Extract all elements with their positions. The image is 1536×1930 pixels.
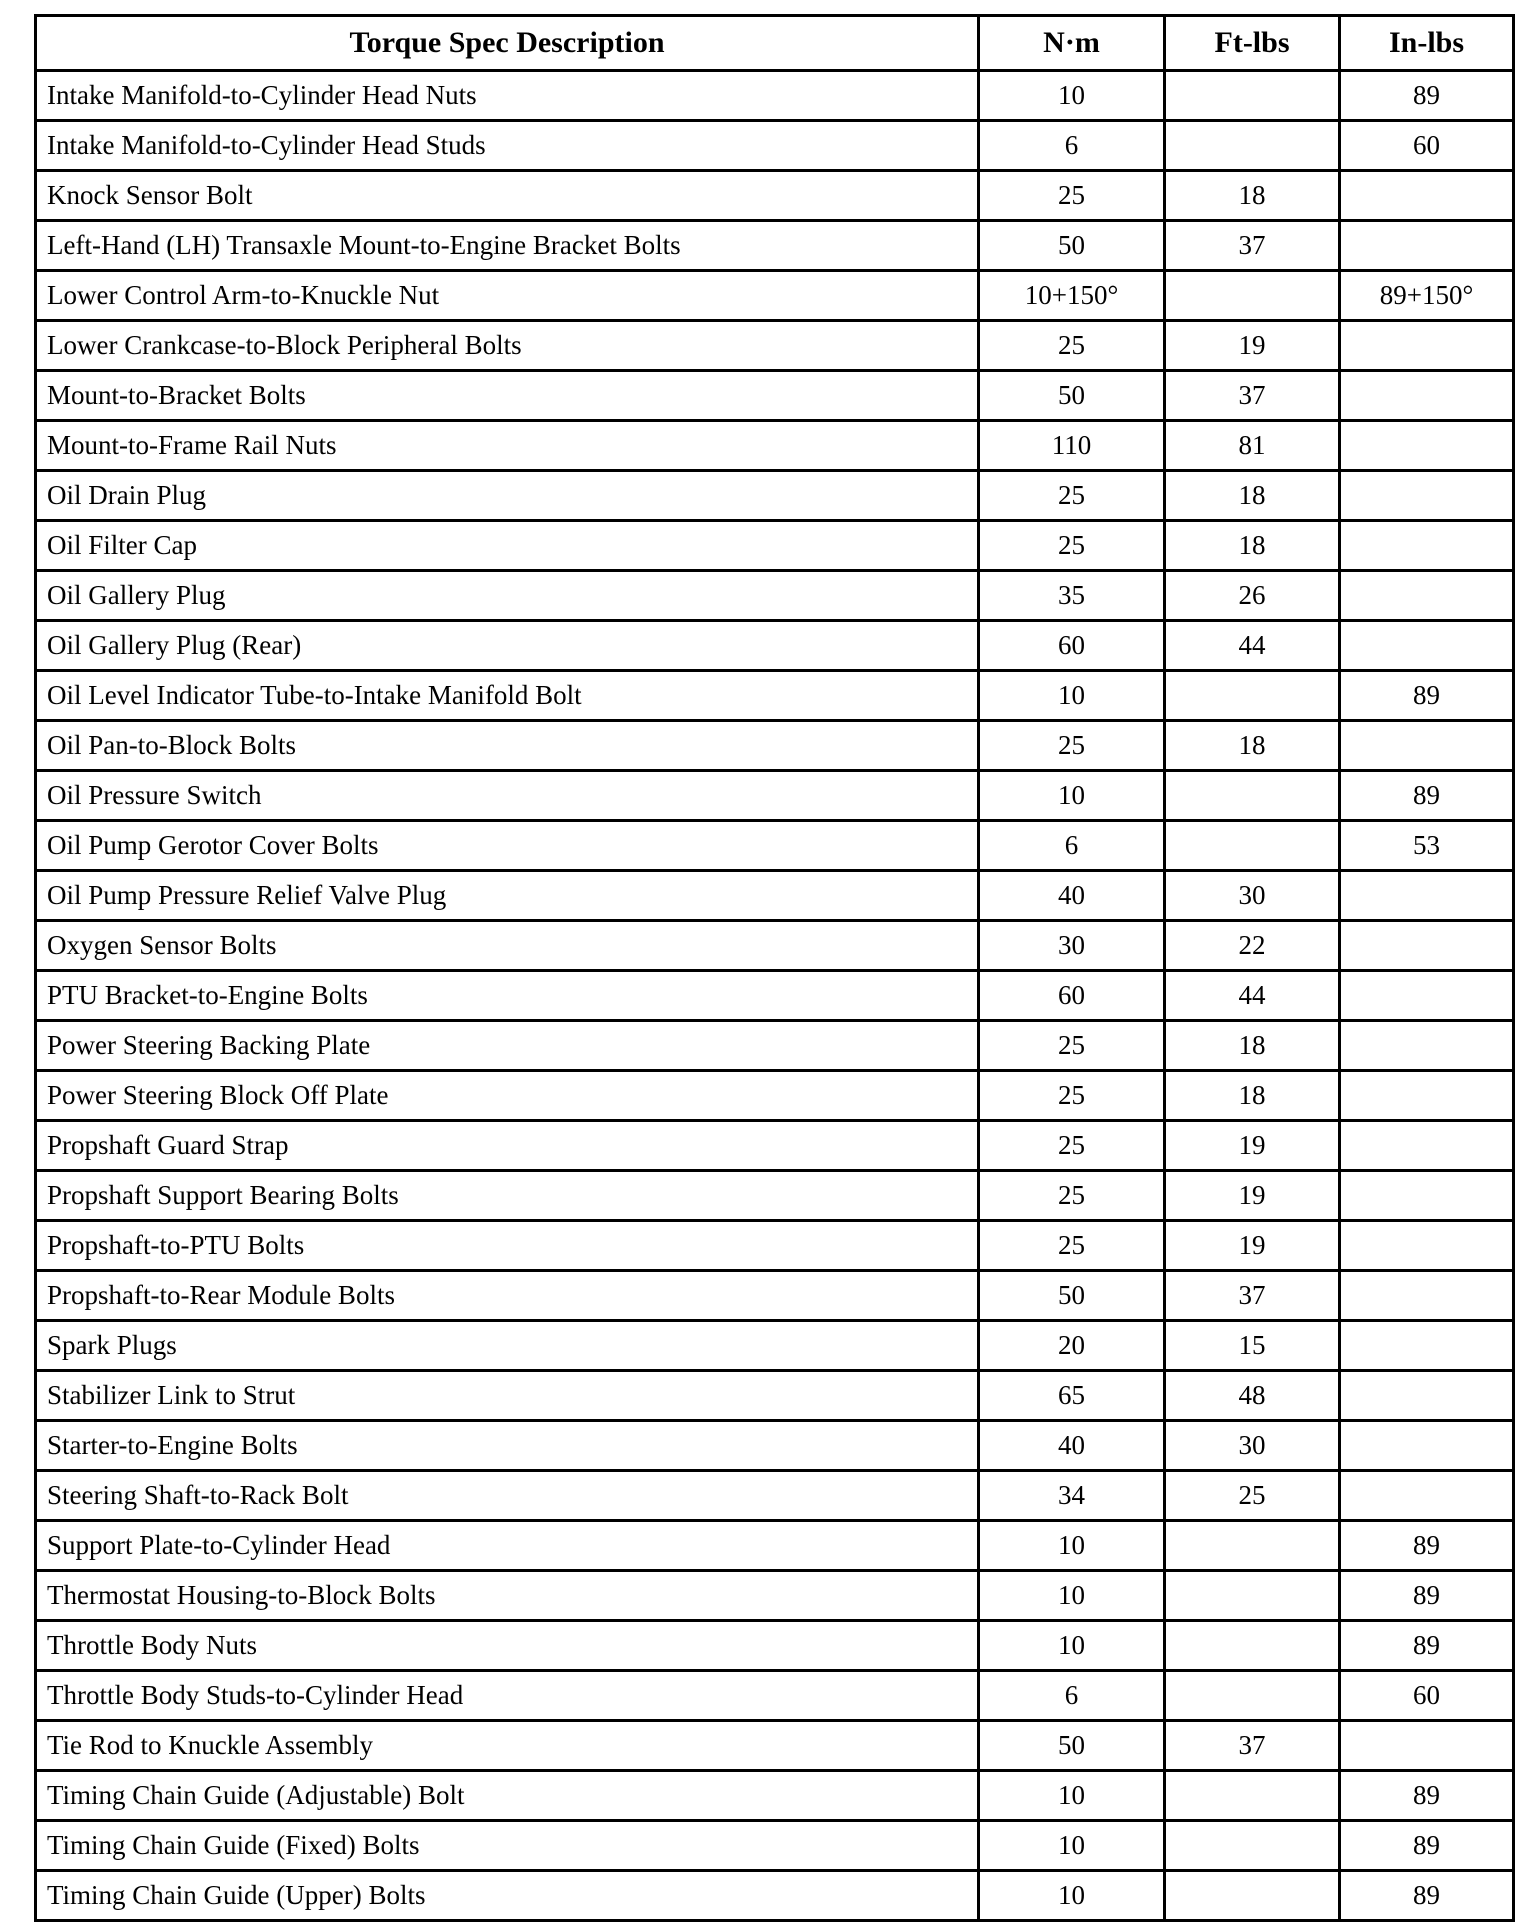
- description-cell: Starter-to-Engine Bolts: [36, 1421, 979, 1471]
- table-row: [36, 521, 1514, 571]
- ft-lbs-cell: 18: [1165, 1021, 1340, 1071]
- description-cell: Propshaft Guard Strap: [36, 1121, 979, 1171]
- description-cell: Oil Level Indicator Tube-to-Intake Manifold Bolt: [36, 671, 979, 721]
- in-lbs-cell: [1340, 571, 1514, 621]
- in-lbs-cell: [1340, 721, 1514, 771]
- nm-cell: 60: [979, 621, 1165, 671]
- in-lbs-cell: 89: [1340, 771, 1514, 821]
- table-row: [36, 671, 1514, 721]
- nm-cell: 6: [979, 821, 1165, 871]
- ft-lbs-cell: 37: [1165, 371, 1340, 421]
- description-cell: Throttle Body Nuts: [36, 1621, 979, 1671]
- in-lbs-cell: [1340, 1171, 1514, 1221]
- ft-lbs-cell: 19: [1165, 1121, 1340, 1171]
- nm-cell: 10+150°: [979, 271, 1165, 321]
- description-cell: Propshaft Support Bearing Bolts: [36, 1171, 979, 1221]
- description-cell: Left-Hand (LH) Transaxle Mount-to-Engine Bracket Bolts: [36, 221, 979, 271]
- table-row: [36, 1621, 1514, 1671]
- nm-cell: 6: [979, 1671, 1165, 1721]
- ft-lbs-cell: 15: [1165, 1321, 1340, 1371]
- description-cell: Spark Plugs: [36, 1321, 979, 1371]
- table-row: [36, 1321, 1514, 1371]
- ft-lbs-cell: 18: [1165, 171, 1340, 221]
- ft-lbs-cell: 22: [1165, 921, 1340, 971]
- in-lbs-cell: [1340, 421, 1514, 471]
- table-row: [36, 1671, 1514, 1721]
- table-row: [36, 1871, 1514, 1921]
- table-row: [36, 821, 1514, 871]
- in-lbs-cell: [1340, 1721, 1514, 1771]
- description-cell: Oil Pan-to-Block Bolts: [36, 721, 979, 771]
- in-lbs-cell: 89: [1340, 1771, 1514, 1821]
- nm-cell: 25: [979, 321, 1165, 371]
- description-cell: Oil Filter Cap: [36, 521, 979, 571]
- ft-lbs-cell: 81: [1165, 421, 1340, 471]
- table-row: [36, 1771, 1514, 1821]
- in-lbs-cell: [1340, 1371, 1514, 1421]
- in-lbs-cell: 60: [1340, 121, 1514, 171]
- nm-cell: 25: [979, 1021, 1165, 1071]
- in-lbs-cell: [1340, 1071, 1514, 1121]
- ft-lbs-cell: 19: [1165, 321, 1340, 371]
- ft-lbs-cell: [1165, 121, 1340, 171]
- in-lbs-cell: [1340, 1221, 1514, 1271]
- in-lbs-cell: 53: [1340, 821, 1514, 871]
- table-row: [36, 1071, 1514, 1121]
- ft-lbs-cell: 48: [1165, 1371, 1340, 1421]
- table-row: [36, 271, 1514, 321]
- in-lbs-cell: [1340, 171, 1514, 221]
- nm-cell: 65: [979, 1371, 1165, 1421]
- description-cell: Steering Shaft-to-Rack Bolt: [36, 1471, 979, 1521]
- table-row: [36, 871, 1514, 921]
- description-cell: Oil Gallery Plug: [36, 571, 979, 621]
- table-row: [36, 1521, 1514, 1571]
- table-row: [36, 1171, 1514, 1221]
- ft-lbs-cell: 37: [1165, 1271, 1340, 1321]
- in-lbs-cell: 89: [1340, 1621, 1514, 1671]
- ft-lbs-cell: [1165, 1771, 1340, 1821]
- nm-cell: 25: [979, 471, 1165, 521]
- in-lbs-cell: [1340, 1021, 1514, 1071]
- ft-lbs-cell: [1165, 821, 1340, 871]
- description-cell: Tie Rod to Knuckle Assembly: [36, 1721, 979, 1771]
- nm-cell: 6: [979, 121, 1165, 171]
- ft-lbs-cell: 37: [1165, 221, 1340, 271]
- nm-cell: 50: [979, 221, 1165, 271]
- header-ft-lbs: Ft-lbs: [1165, 16, 1340, 71]
- in-lbs-cell: 89: [1340, 71, 1514, 121]
- table-row: [36, 1471, 1514, 1521]
- in-lbs-cell: 89: [1340, 1821, 1514, 1871]
- in-lbs-cell: [1340, 1271, 1514, 1321]
- description-cell: Intake Manifold-to-Cylinder Head Studs: [36, 121, 979, 171]
- ft-lbs-cell: [1165, 771, 1340, 821]
- nm-cell: 10: [979, 671, 1165, 721]
- in-lbs-cell: [1340, 971, 1514, 1021]
- table-row: [36, 771, 1514, 821]
- nm-cell: 34: [979, 1471, 1165, 1521]
- nm-cell: 25: [979, 521, 1165, 571]
- in-lbs-cell: [1340, 221, 1514, 271]
- in-lbs-cell: [1340, 921, 1514, 971]
- ft-lbs-cell: [1165, 1821, 1340, 1871]
- description-cell: Power Steering Block Off Plate: [36, 1071, 979, 1121]
- nm-cell: 10: [979, 71, 1165, 121]
- description-cell: Mount-to-Bracket Bolts: [36, 371, 979, 421]
- in-lbs-cell: [1340, 471, 1514, 521]
- in-lbs-cell: 89+150°: [1340, 271, 1514, 321]
- description-cell: Stabilizer Link to Strut: [36, 1371, 979, 1421]
- in-lbs-cell: 89: [1340, 1521, 1514, 1571]
- header-nm: N·m: [979, 16, 1165, 71]
- ft-lbs-cell: [1165, 1521, 1340, 1571]
- table-header-row: [36, 16, 1514, 71]
- nm-cell: 40: [979, 871, 1165, 921]
- in-lbs-cell: [1340, 1121, 1514, 1171]
- description-cell: Oil Pump Gerotor Cover Bolts: [36, 821, 979, 871]
- description-cell: Mount-to-Frame Rail Nuts: [36, 421, 979, 471]
- nm-cell: 60: [979, 971, 1165, 1021]
- description-cell: Throttle Body Studs-to-Cylinder Head: [36, 1671, 979, 1721]
- table-row: [36, 1021, 1514, 1071]
- nm-cell: 10: [979, 1621, 1165, 1671]
- in-lbs-cell: [1340, 371, 1514, 421]
- table-body: [36, 71, 1514, 1921]
- description-cell: Propshaft-to-Rear Module Bolts: [36, 1271, 979, 1321]
- description-cell: Lower Control Arm-to-Knuckle Nut: [36, 271, 979, 321]
- ft-lbs-cell: [1165, 71, 1340, 121]
- description-cell: Support Plate-to-Cylinder Head: [36, 1521, 979, 1571]
- ft-lbs-cell: 44: [1165, 971, 1340, 1021]
- ft-lbs-cell: 25: [1165, 1471, 1340, 1521]
- ft-lbs-cell: [1165, 271, 1340, 321]
- ft-lbs-cell: [1165, 1671, 1340, 1721]
- torque-spec-table: [34, 14, 1515, 1922]
- nm-cell: 20: [979, 1321, 1165, 1371]
- nm-cell: 25: [979, 171, 1165, 221]
- description-cell: Oil Pump Pressure Relief Valve Plug: [36, 871, 979, 921]
- description-cell: Power Steering Backing Plate: [36, 1021, 979, 1071]
- nm-cell: 25: [979, 721, 1165, 771]
- table-row: [36, 571, 1514, 621]
- description-cell: Propshaft-to-PTU Bolts: [36, 1221, 979, 1271]
- table-row: [36, 1571, 1514, 1621]
- nm-cell: 50: [979, 1271, 1165, 1321]
- table-row: [36, 921, 1514, 971]
- nm-cell: 40: [979, 1421, 1165, 1471]
- description-cell: Oxygen Sensor Bolts: [36, 921, 979, 971]
- ft-lbs-cell: 18: [1165, 721, 1340, 771]
- nm-cell: 35: [979, 571, 1165, 621]
- nm-cell: 25: [979, 1071, 1165, 1121]
- table-row: [36, 421, 1514, 471]
- nm-cell: 10: [979, 1571, 1165, 1621]
- table-row: [36, 1721, 1514, 1771]
- in-lbs-cell: [1340, 621, 1514, 671]
- nm-cell: 110: [979, 421, 1165, 471]
- description-cell: Timing Chain Guide (Adjustable) Bolt: [36, 1771, 979, 1821]
- description-cell: Thermostat Housing-to-Block Bolts: [36, 1571, 979, 1621]
- table-row: [36, 1821, 1514, 1871]
- table-row: [36, 371, 1514, 421]
- table-row: [36, 1121, 1514, 1171]
- description-cell: Oil Gallery Plug (Rear): [36, 621, 979, 671]
- ft-lbs-cell: 19: [1165, 1221, 1340, 1271]
- in-lbs-cell: [1340, 321, 1514, 371]
- table-row: [36, 471, 1514, 521]
- table-row: [36, 171, 1514, 221]
- table-row: [36, 1421, 1514, 1471]
- ft-lbs-cell: 37: [1165, 1721, 1340, 1771]
- ft-lbs-cell: 18: [1165, 521, 1340, 571]
- header-description: Torque Spec Description: [36, 16, 979, 71]
- ft-lbs-cell: 19: [1165, 1171, 1340, 1221]
- in-lbs-cell: [1340, 1421, 1514, 1471]
- nm-cell: 10: [979, 1821, 1165, 1871]
- description-cell: Timing Chain Guide (Fixed) Bolts: [36, 1821, 979, 1871]
- ft-lbs-cell: 18: [1165, 1071, 1340, 1121]
- nm-cell: 25: [979, 1171, 1165, 1221]
- table-row: [36, 721, 1514, 771]
- ft-lbs-cell: [1165, 1571, 1340, 1621]
- nm-cell: 10: [979, 771, 1165, 821]
- in-lbs-cell: 89: [1340, 1871, 1514, 1921]
- table-row: [36, 121, 1514, 171]
- table-row: [36, 1371, 1514, 1421]
- nm-cell: 50: [979, 1721, 1165, 1771]
- ft-lbs-cell: [1165, 671, 1340, 721]
- ft-lbs-cell: [1165, 1871, 1340, 1921]
- ft-lbs-cell: 26: [1165, 571, 1340, 621]
- in-lbs-cell: 89: [1340, 1571, 1514, 1621]
- header-in-lbs: In-lbs: [1340, 16, 1514, 71]
- ft-lbs-cell: 30: [1165, 1421, 1340, 1471]
- description-cell: Intake Manifold-to-Cylinder Head Nuts: [36, 71, 979, 121]
- in-lbs-cell: [1340, 871, 1514, 921]
- description-cell: Oil Pressure Switch: [36, 771, 979, 821]
- in-lbs-cell: [1340, 1471, 1514, 1521]
- ft-lbs-cell: 30: [1165, 871, 1340, 921]
- nm-cell: 30: [979, 921, 1165, 971]
- table-row: [36, 1221, 1514, 1271]
- description-cell: Timing Chain Guide (Upper) Bolts: [36, 1871, 979, 1921]
- description-cell: Knock Sensor Bolt: [36, 171, 979, 221]
- table-row: [36, 221, 1514, 271]
- nm-cell: 10: [979, 1771, 1165, 1821]
- description-cell: Oil Drain Plug: [36, 471, 979, 521]
- nm-cell: 10: [979, 1871, 1165, 1921]
- nm-cell: 10: [979, 1521, 1165, 1571]
- ft-lbs-cell: 44: [1165, 621, 1340, 671]
- ft-lbs-cell: [1165, 1621, 1340, 1671]
- table-row: [36, 621, 1514, 671]
- in-lbs-cell: 89: [1340, 671, 1514, 721]
- table-row: [36, 321, 1514, 371]
- description-cell: Lower Crankcase-to-Block Peripheral Bolts: [36, 321, 979, 371]
- nm-cell: 50: [979, 371, 1165, 421]
- nm-cell: 25: [979, 1121, 1165, 1171]
- ft-lbs-cell: 18: [1165, 471, 1340, 521]
- table-row: [36, 71, 1514, 121]
- table-row: [36, 971, 1514, 1021]
- in-lbs-cell: 60: [1340, 1671, 1514, 1721]
- description-cell: PTU Bracket-to-Engine Bolts: [36, 971, 979, 1021]
- nm-cell: 25: [979, 1221, 1165, 1271]
- in-lbs-cell: [1340, 1321, 1514, 1371]
- table-row: [36, 1271, 1514, 1321]
- in-lbs-cell: [1340, 521, 1514, 571]
